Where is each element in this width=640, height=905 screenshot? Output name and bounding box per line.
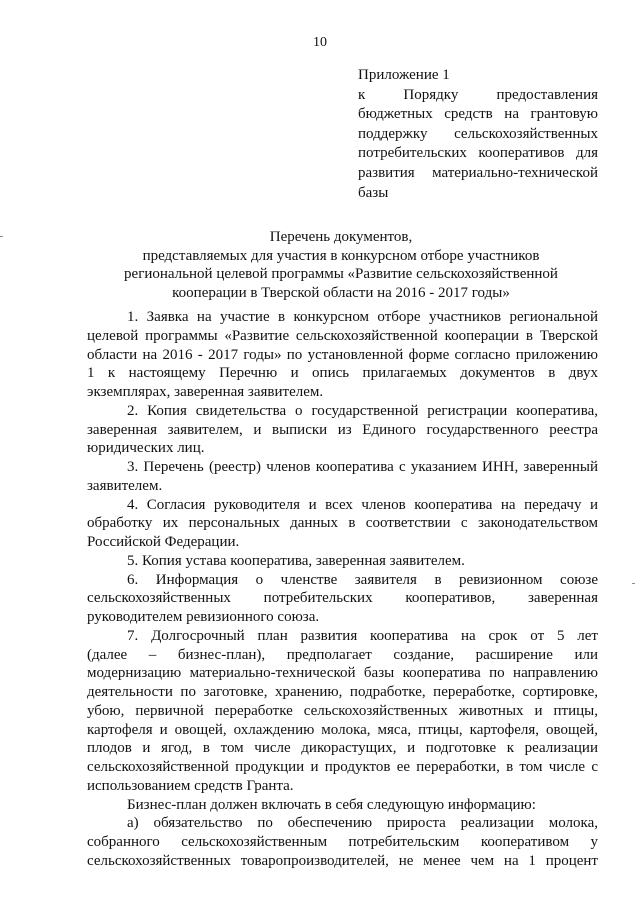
appendix-block xyxy=(358,66,598,203)
body-line: Бизнес-план должен включать в себя следующую информацию: xyxy=(127,796,536,813)
body-line: собранного сельскохозяйственным потребительским кооперативом у xyxy=(87,834,598,850)
body-line: 3. Перечень (реестр) членов кооператива с указанием ИНН, заверенный xyxy=(127,459,598,475)
document-title xyxy=(100,228,582,302)
body-line: а) обязательство по обеспечению прироста реализации молока, xyxy=(127,815,598,832)
title-line: Перечень документов, xyxy=(269,229,413,245)
body-line: плодов и ягод, в том числе дикорастущих, и подготовке к реализации xyxy=(87,740,598,757)
title-line: кооперации в Тверской области на 2016 - 2017 годы» xyxy=(172,284,510,301)
page-number: 10 xyxy=(313,35,327,50)
body-line: картофеля и овощей, охлаждению молока, мяса, птицы, картофеля, овощей, xyxy=(87,721,598,738)
scan-mark xyxy=(0,236,3,237)
body-line: юридических лиц. xyxy=(87,440,205,457)
body-line: деятельности по заготовке, хранению, подработке, переработке, сортировке, xyxy=(87,684,598,700)
appendix-line: бюджетных средств на грантовую xyxy=(358,106,598,123)
body-line: (далее – бизнес-план), предполагает создание, расширение или xyxy=(87,646,598,663)
body-line: 4. Согласия руководителя и всех членов кооператива на передачу и xyxy=(127,496,598,513)
body-line: заверенная заявителем, и выписки из Единого государственного реестра xyxy=(87,421,598,438)
body-line: 1. Заявка на участие в конкурсном отборе участников региональной xyxy=(127,309,598,325)
body-line: модернизацию материально-технической базы кооператива по направлению xyxy=(87,665,598,682)
appendix-line: поддержку сельскохозяйственных xyxy=(358,125,598,142)
body-line: руководителем ревизионного союза. xyxy=(87,609,320,625)
body-line: сельскохозяйственных потребительских кооперативов, заверенная xyxy=(87,590,598,607)
body-line: экземплярах, заверенная заявителем. xyxy=(87,384,324,400)
body-line: сельскохозяйственной продукции и продуктов ее переработки, в том числе с xyxy=(87,759,598,775)
scan-mark xyxy=(632,583,635,584)
body-line: обработку их персональных данных в соответствии с законодательством xyxy=(87,515,598,532)
body-line: 2. Копия свидетельства о государственной регистрации кооператива, xyxy=(127,402,598,419)
appendix-line: развития материально-технической xyxy=(358,164,598,181)
body-line: сельскохозяйственных товаропроизводителей, не менее чем на 1 процент xyxy=(87,852,598,869)
title-line: представляемых для участия в конкурсном отборе участников xyxy=(142,247,540,264)
appendix-line: потребительских кооперативов для xyxy=(358,145,598,162)
appendix-line: к Порядку предоставления xyxy=(358,86,598,103)
appendix-line: базы xyxy=(358,184,389,201)
body-line: использованием средств Гранта. xyxy=(87,777,294,794)
body-line: убою, первичной переработке сельскохозяйственных животных и птицы, xyxy=(87,702,598,719)
document-body xyxy=(87,308,598,871)
body-line: 1 к настоящему Перечню и опись прилагаемых документов в двух xyxy=(87,365,598,382)
body-line: заявителем. xyxy=(87,477,163,494)
body-line: 6. Информация о членстве заявителя в ревизионном союзе xyxy=(127,571,598,588)
body-line: 7. Долгосрочный план развития кооператива на срок от 5 лет xyxy=(127,627,598,644)
body-line: Российской Федерации. xyxy=(87,534,240,550)
appendix-line: Приложение 1 xyxy=(358,67,450,83)
body-line: целевой программы «Развитие сельскохозяйственной кооперации в Тверской xyxy=(87,327,598,344)
body-line: 5. Копия устава кооператива, заверенная заявителем. xyxy=(127,552,465,569)
title-line: региональной целевой программы «Развитие сельскохозяйственной xyxy=(124,266,558,283)
body-line: области на 2016 - 2017 годы» по установленной форме согласно приложению xyxy=(87,346,598,363)
